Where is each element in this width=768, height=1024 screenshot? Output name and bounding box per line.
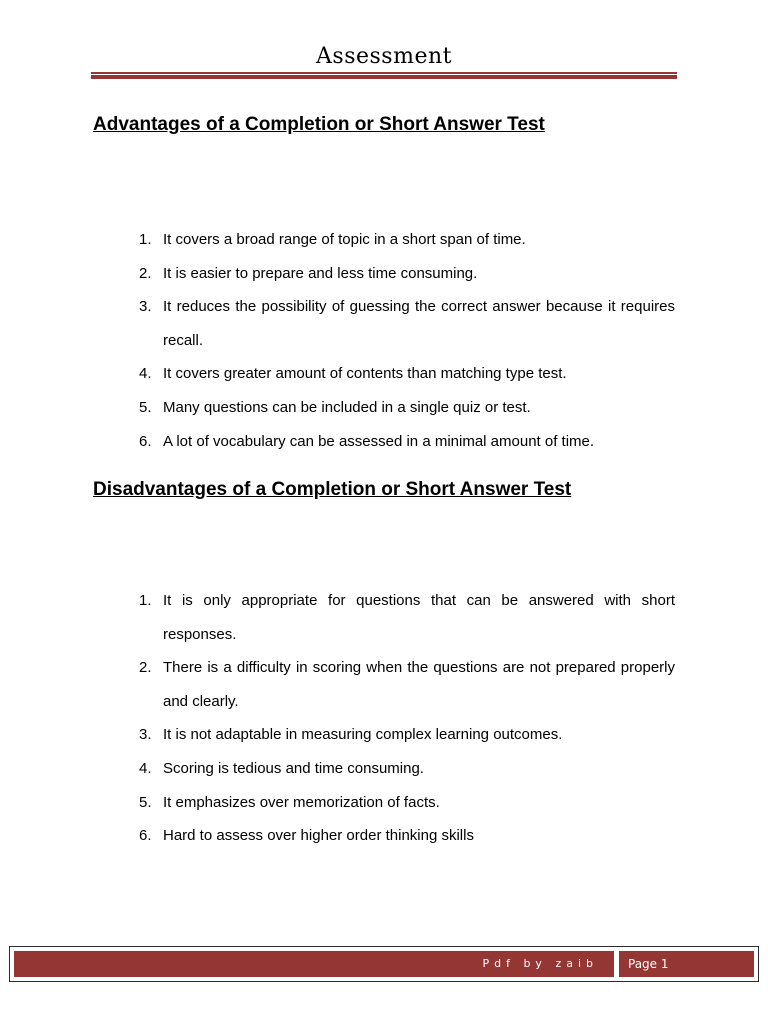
advantages-heading: Advantages of a Completion or Short Answer Test <box>93 114 545 135</box>
list-item <box>136 752 675 786</box>
list-item <box>136 584 675 651</box>
item-number: 6. <box>139 827 152 845</box>
header-rule-thick <box>91 75 677 79</box>
item-text: It is only appropriate for questions that can be answered with short responses. <box>163 592 675 643</box>
list-item <box>136 257 675 291</box>
page-header-title: Assessment <box>316 44 452 69</box>
item-text: It is easier to prepare and less time consuming. <box>163 264 478 282</box>
item-text: It covers a broad range of topic in a short span of time. <box>163 231 526 248</box>
advantages-list <box>136 223 675 458</box>
item-text: There is a difficulty in scoring when the questions are not prepared properly and clearly. <box>163 659 675 710</box>
list-item <box>136 819 675 853</box>
item-text: It covers greater amount of contents than matching type test. <box>163 365 567 383</box>
list-item <box>136 223 675 257</box>
item-number: 2. <box>139 659 152 677</box>
item-number: 3. <box>139 726 152 744</box>
disadvantages-heading: Disadvantages of a Completion or Short Answer Test <box>93 479 572 500</box>
list-item <box>136 786 675 820</box>
footer-source-label: Pdf by zaib <box>482 957 598 970</box>
list-item <box>136 651 675 718</box>
list-item <box>136 290 675 357</box>
item-text: It reduces the possibility of guessing the correct answer because it requires recall. <box>163 298 675 349</box>
item-text: Hard to assess over higher order thinking skills <box>163 827 474 845</box>
list-item <box>136 425 675 459</box>
item-number: 2. <box>139 264 152 282</box>
item-text: Many questions can be included in a single quiz or test. <box>163 398 531 416</box>
item-text: It is not adaptable in measuring complex learning outcomes. <box>163 726 563 744</box>
item-text: Scoring is tedious and time consuming. <box>163 759 424 777</box>
item-number: 1. <box>139 592 152 609</box>
item-number: 5. <box>139 398 152 416</box>
item-number: 4. <box>139 365 152 383</box>
item-text: A lot of vocabulary can be assessed in a minimal amount of time. <box>163 432 595 450</box>
item-text: It emphasizes over memorization of facts. <box>163 793 440 811</box>
list-item <box>136 357 675 391</box>
item-number: 3. <box>139 298 152 316</box>
page-number: Page 1 <box>628 957 669 971</box>
footer-bar <box>14 951 614 977</box>
item-number: 5. <box>139 793 152 811</box>
item-number: 1. <box>139 231 152 248</box>
item-number: 6. <box>139 432 152 450</box>
list-item <box>136 391 675 425</box>
list-item <box>136 718 675 752</box>
disadvantages-list <box>136 584 675 853</box>
footer-page-box <box>619 951 754 977</box>
header-rule-thin <box>91 72 677 74</box>
item-number: 4. <box>139 759 152 777</box>
